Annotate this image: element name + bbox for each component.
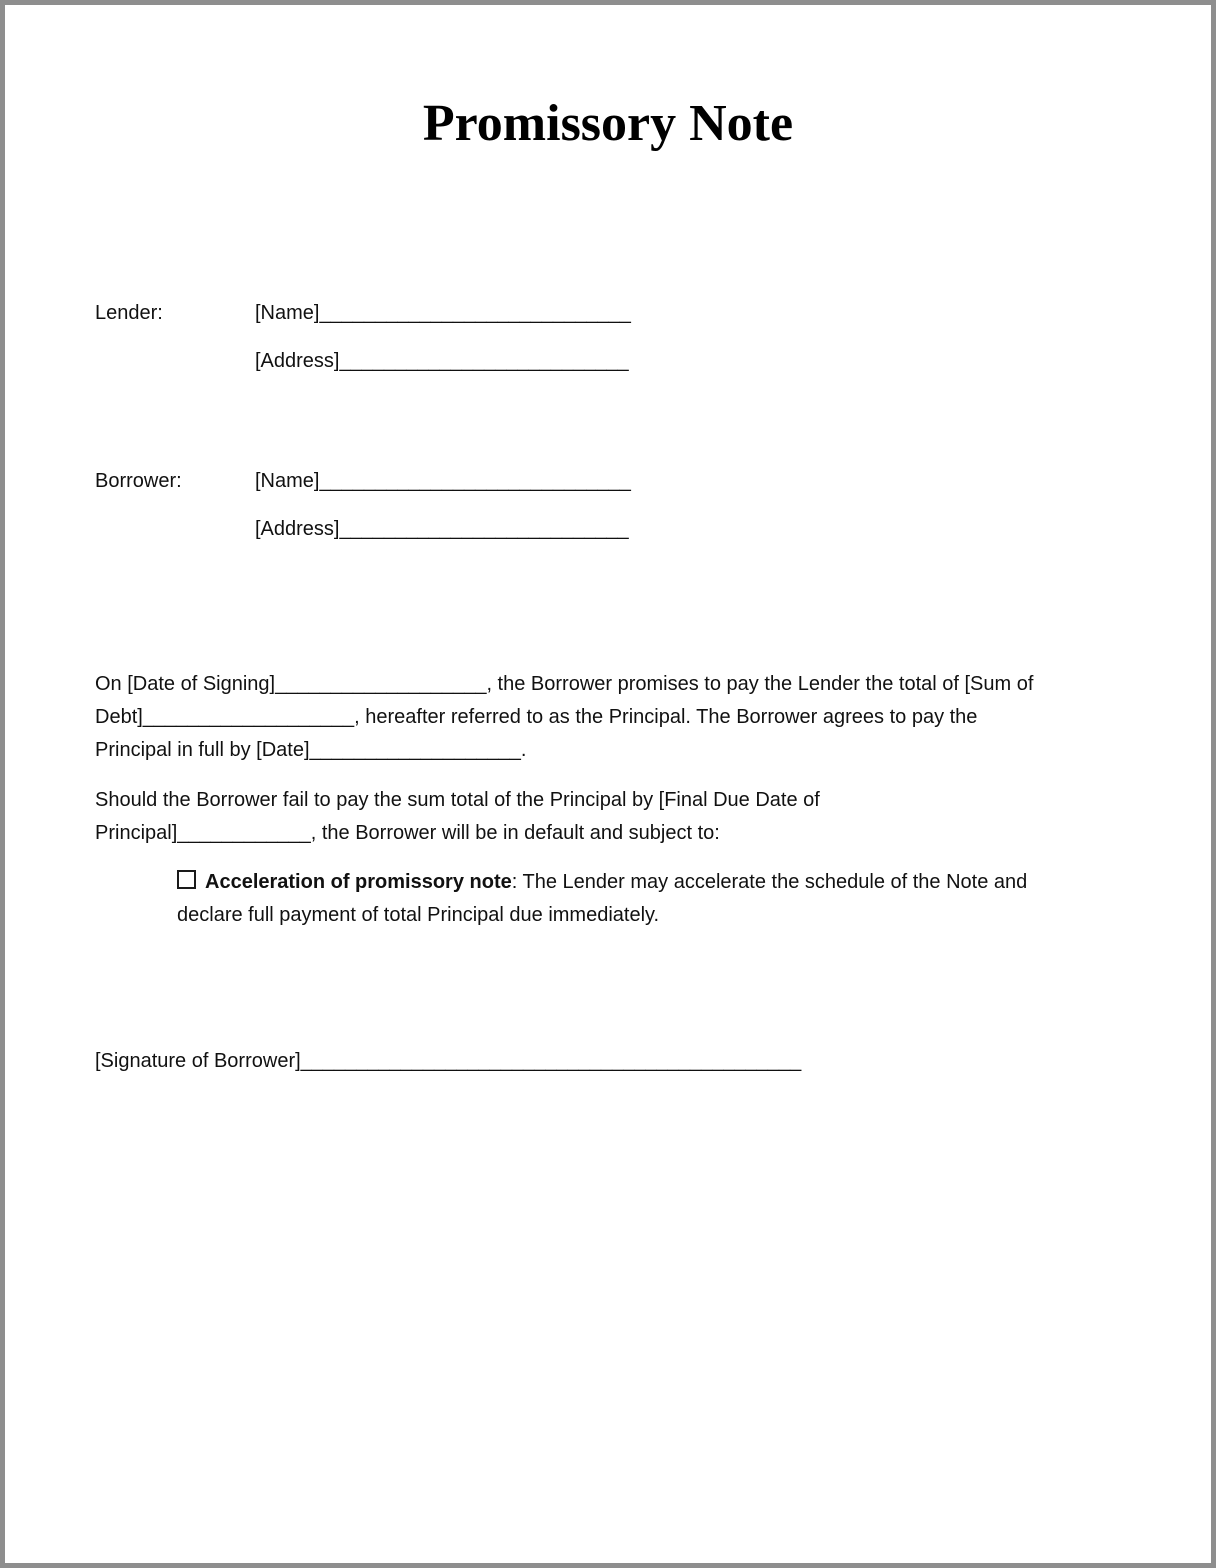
borrower-name-line[interactable]: [Name]____________________________ (255, 470, 631, 492)
paragraph-line: Principal in full by [Date]___________________. (95, 739, 527, 761)
borrower-label: Borrower: (95, 470, 182, 492)
acceleration-clause-line2: declare full payment of total Principal due immediately. (177, 904, 660, 926)
paragraph-line: Should the Borrower fail to pay the sum total of the Principal by [Final Due Date of (95, 789, 820, 811)
lender-address-line[interactable]: [Address]__________________________ (255, 350, 629, 372)
acceleration-clause-line1 (177, 866, 1140, 899)
lender-section (95, 289, 631, 385)
acceleration-clause-title: Acceleration of promissory note (205, 871, 512, 893)
acceleration-clause-text: : The Lender may accelerate the schedule of the Note and (511, 871, 1028, 893)
paragraph-line: Principal]____________, the Borrower will be in default and subject to: (95, 822, 720, 844)
paragraph-line: On [Date of Signing]___________________, the Borrower promises to pay the Lender the total of [Sum of (95, 673, 1034, 695)
promise-paragraph (95, 668, 1140, 767)
acceleration-checkbox[interactable] (177, 870, 196, 889)
signature-line[interactable]: [Signature of Borrower]_____________________________________________ (95, 1050, 802, 1072)
paragraph-line: Debt]___________________, hereafter referred to as the Principal. The Borrower agrees to pay the (95, 706, 978, 728)
default-paragraph (95, 784, 1140, 850)
acceleration-clause (177, 866, 1140, 932)
page-title: Promissory Note (422, 95, 794, 152)
borrower-address-line[interactable]: [Address]__________________________ (255, 518, 629, 540)
lender-label: Lender: (95, 302, 163, 324)
lender-name-line[interactable]: [Name]____________________________ (255, 302, 631, 324)
borrower-section (95, 457, 631, 553)
